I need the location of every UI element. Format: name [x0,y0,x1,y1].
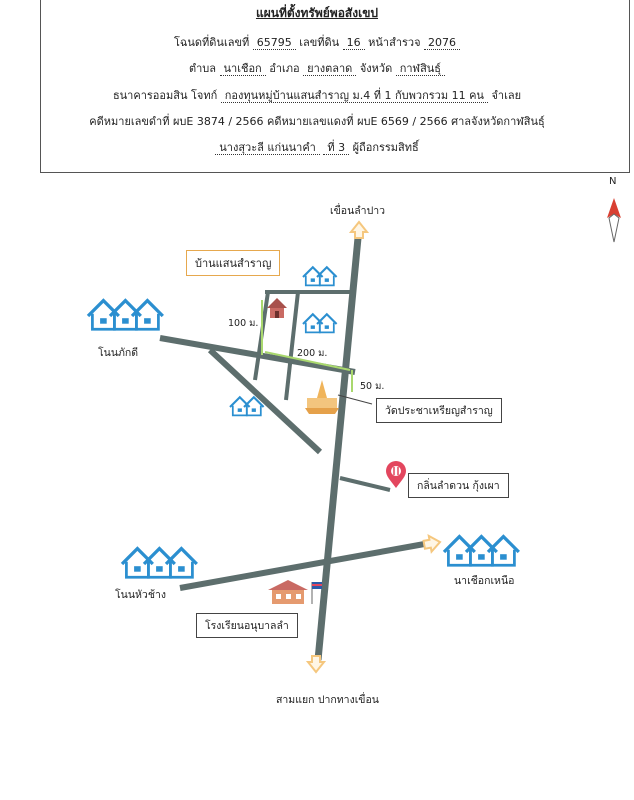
village-house-icon [88,301,163,330]
court-value: ศาลจังหวัดกาฬสินธุ์ [451,115,545,128]
arrow-north-icon [351,222,367,238]
distance-50-label: 50 ม. [360,381,385,392]
label-non-hua-chang: โนนหัวช้าง [115,589,166,601]
page-number: 2076 [424,36,460,50]
black-case-value: ผบE 3874 / 2566 [172,115,264,128]
subdistrict-label: ตำบล [188,62,217,75]
village-house-icon [303,314,337,332]
compass-icon [607,198,621,242]
distance-100-label: 100 ม. [228,318,259,329]
compass-label: N [609,176,617,187]
red-case-value: ผบE 6569 / 2566 [357,115,448,128]
village-house-icon [122,549,197,578]
deed-number: 65795 [253,36,296,50]
label-school: โรงเรียนอนุบาลลำ [196,613,298,638]
label-temple: วัดประชาเหรียญสำราญ [376,398,502,423]
red-case-label: คดีหมายเลขแดงที่ [267,115,354,128]
restaurant-pin-icon [386,461,406,488]
cross-road [180,543,430,588]
owner-number: ที่ 3 [323,141,349,155]
land-label: เลขที่ดิน [299,36,340,49]
district-label: อำเภอ [269,62,300,75]
label-non-phakdi: โนนภักดี [98,347,139,359]
arrow-east-icon [423,534,442,553]
defendant-value: กองทุนหมู่บ้านแสนสำราญ ม.4 ที่ 1 กับพวกรวม 11 คน [221,89,488,103]
page-title: แผนที่ตั้งทรัพย์พอสังเขป [255,6,379,20]
road-restaurant [340,478,390,490]
owner-name: นางสุวะลี แก่นนาคำ [215,141,320,155]
black-case-label: คดีหมายเลขดำที่ [89,115,170,128]
distance-200-label: 200 ม. [297,348,328,359]
land-number: 16 [343,36,365,50]
village-house-icon [444,537,519,566]
village-house-icon [303,267,337,285]
defendant-suffix: จำเลย [491,89,522,102]
owner-role: ผู้ถือกรรมสิทธิ์ [352,141,419,154]
label-ban-saen-samran: บ้านแสนสำราญ [186,250,280,276]
school-icon [268,580,322,604]
temple-icon [305,380,339,414]
village-house-icon [230,397,264,415]
label-junction: สามแยก ปากทางเขื่อน [276,694,379,706]
label-restaurant: กลิ่นลำดวน กุ้งเผา [408,473,509,498]
district-value: ยางตลาด [303,62,356,76]
label-dam: เขื่อนลำปาว [330,205,386,217]
page-label: หน้าสำรวจ [368,36,421,49]
label-na-chueak-nuea: นาเชือกเหนือ [454,575,515,587]
main-road [318,238,358,660]
subdistrict-value: นาเชือก [220,62,266,76]
property-house-icon [267,298,287,318]
plaintiff-label: ธนาคารออมสิน โจทก์ [112,89,218,102]
province-label: จังหวัด [359,62,393,75]
deed-label: โฉนดที่ดินเลขที่ [173,36,250,49]
province-value: กาฬสินธุ์ [396,62,445,76]
